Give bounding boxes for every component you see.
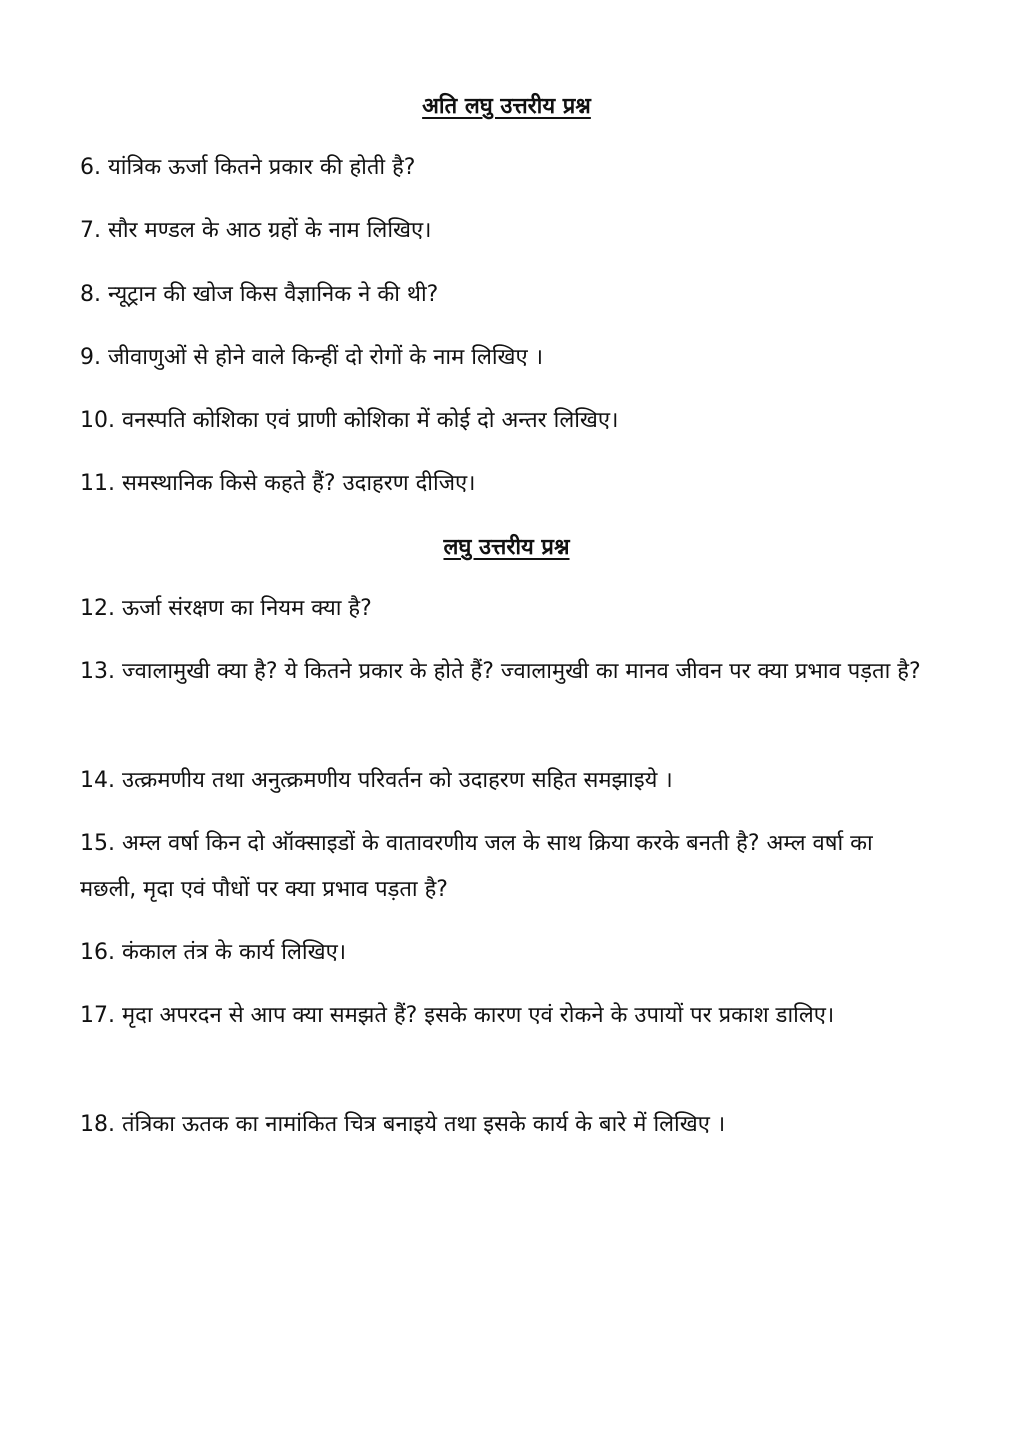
question-7: 7. सौर मण्डल के आठ ग्रहों के नाम लिखिए। bbox=[80, 218, 432, 243]
section-heading-very-short-answer bbox=[0, 92, 1013, 122]
question-6: 6. यांत्रिक ऊर्जा कितने प्रकार की होती है? bbox=[80, 155, 416, 180]
question-16: 16. कंकाल तंत्र के कार्य लिखिए। bbox=[80, 940, 347, 965]
question-15: 15. अम्ल वर्षा किन दो ऑक्साइडों के वातावरणीय जल के साथ क्रिया करके बनती है? अम्ल वर्षा का मछली, मृदा एवं पौधों पर क्या प्रभाव पड़ता है? bbox=[80, 831, 873, 902]
section-heading-short-answer bbox=[0, 533, 1013, 563]
question-17: 17. मृदा अपरदन से आप क्या समझते हैं? इसके कारण एवं रोकने के उपायों पर प्रकाश डालिए। bbox=[80, 1003, 835, 1028]
question-10: 10. वनस्पति कोशिका एवं प्राणी कोशिका में कोई दो अन्तर लिखिए। bbox=[80, 408, 619, 433]
section-title: अति लघु उत्तरीय प्रश्न bbox=[422, 94, 591, 119]
question-9: 9. जीवाणुओं से होने वाले किन्हीं दो रोगों के नाम लिखिए । bbox=[80, 345, 544, 370]
question-8: 8. न्यूट्रान की खोज किस वैज्ञानिक ने की थी? bbox=[80, 282, 439, 307]
section-title: लघु उत्तरीय प्रश्न bbox=[443, 535, 570, 560]
question-11: 11. समस्थानिक किसे कहते हैं? उदाहरण दीजिए। bbox=[80, 471, 476, 496]
question-12: 12. ऊर्जा संरक्षण का नियम क्या है? bbox=[80, 596, 372, 621]
question-13: 13. ज्वालामुखी क्या है? ये कितने प्रकार के होते हैं? ज्वालामुखी का मानव जीवन पर क्या प्रभाव पड़ता है? bbox=[80, 659, 921, 684]
question-18: 18. तंत्रिका ऊतक का नामांकित चित्र बनाइये तथा इसके कार्य के बारे में लिखिए । bbox=[80, 1112, 726, 1137]
question-14: 14. उत्क्रमणीय तथा अनुत्क्रमणीय परिवर्तन को उदाहरण सहित समझाइये । bbox=[80, 768, 673, 793]
